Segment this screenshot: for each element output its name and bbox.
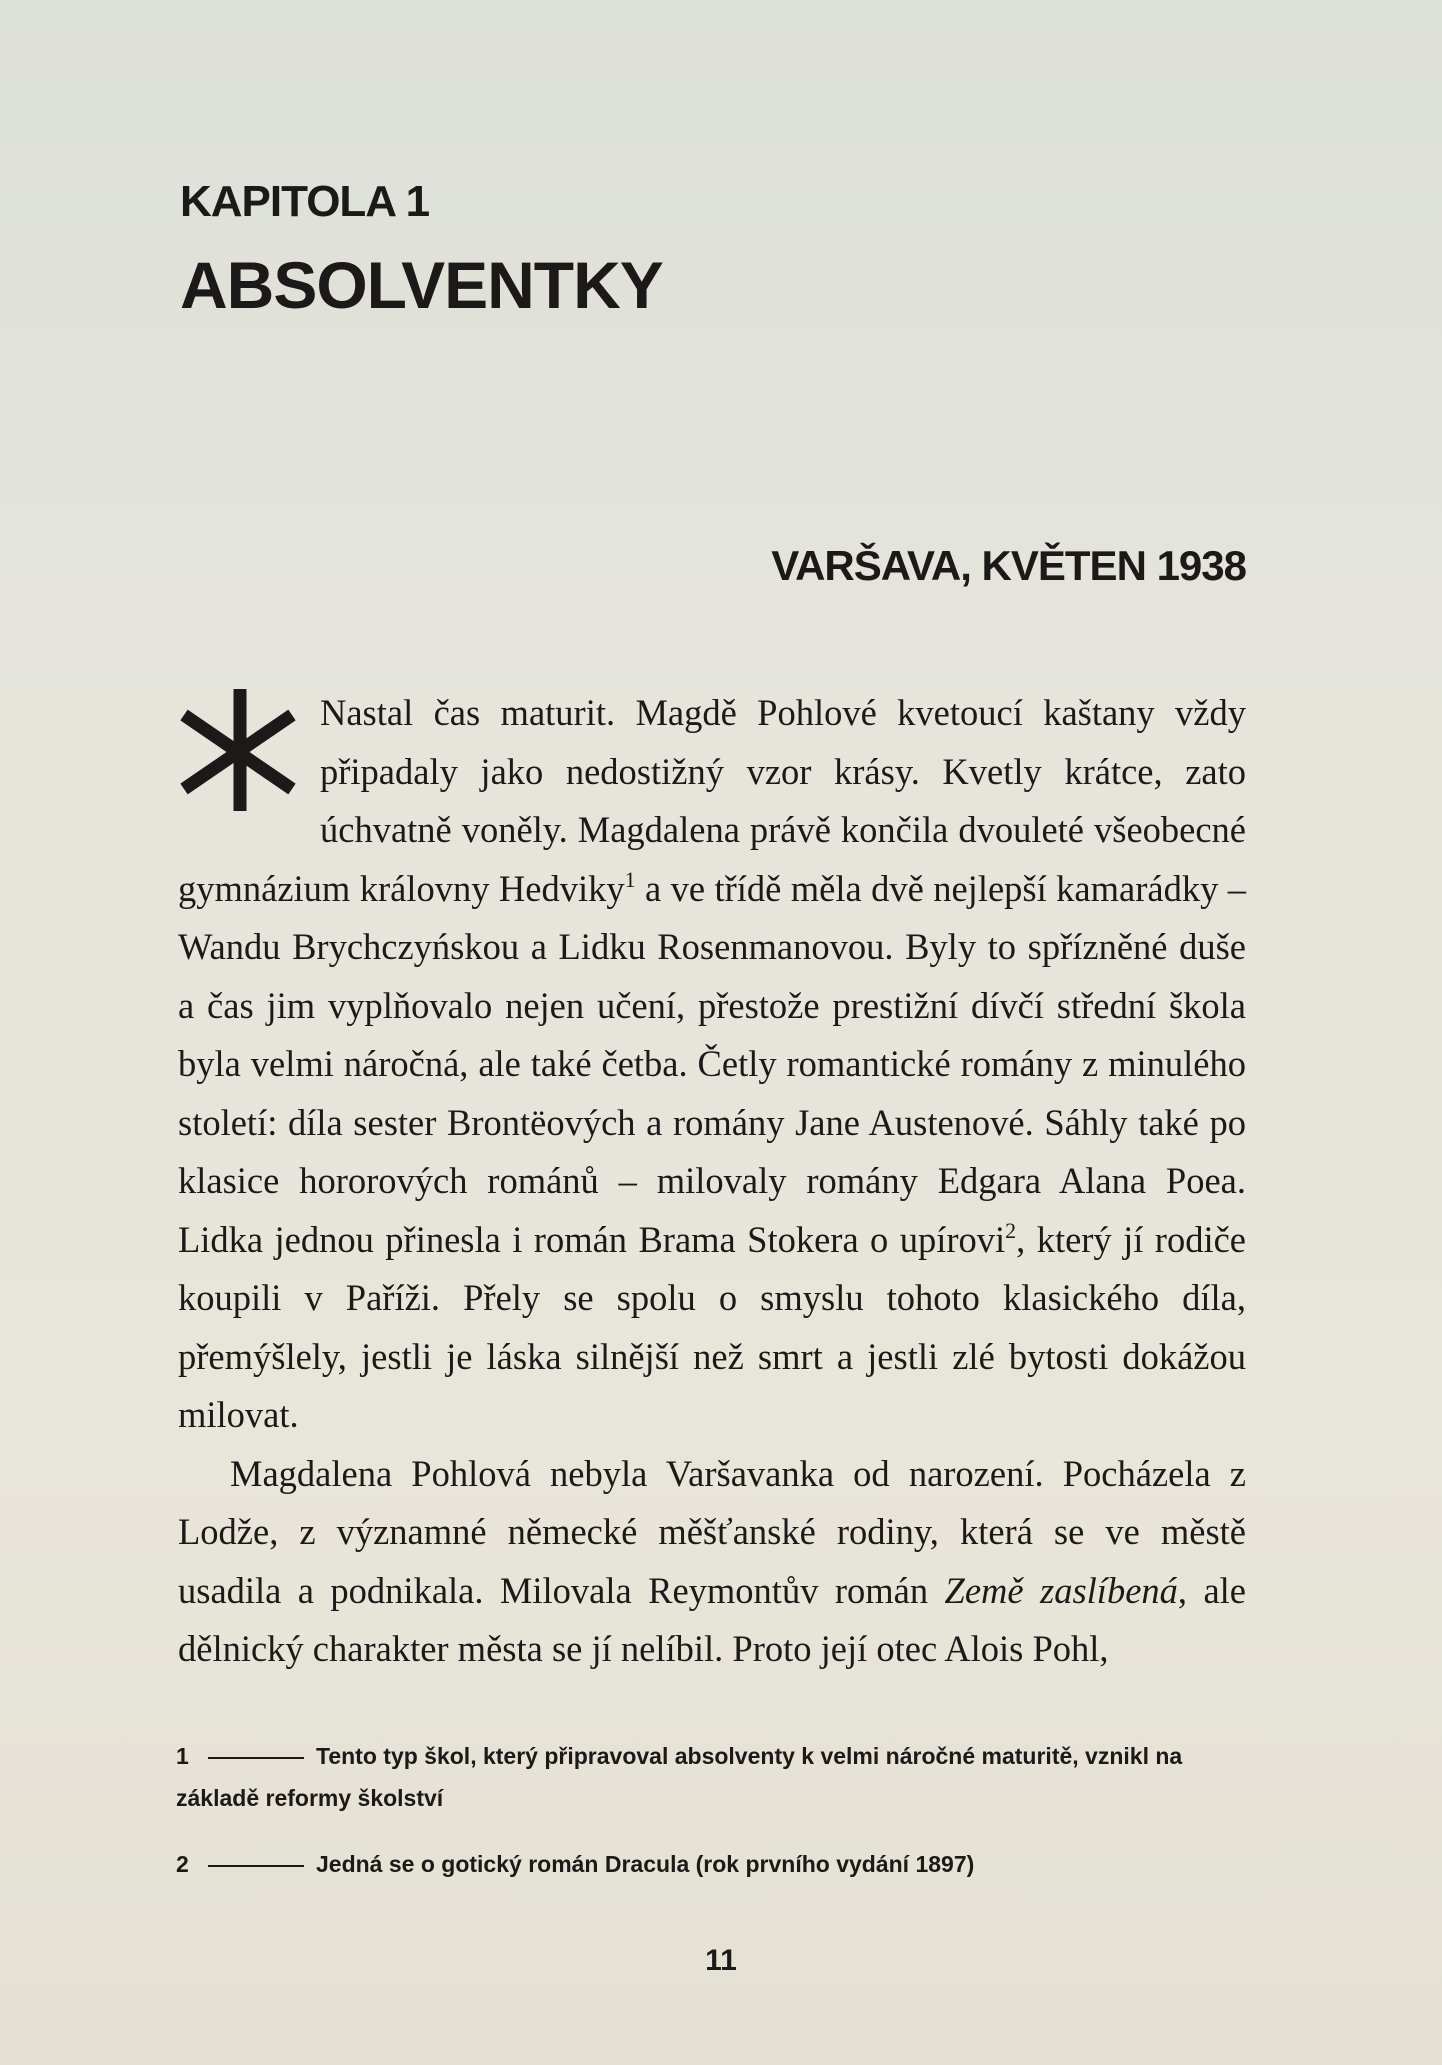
footnote-1-text: Tento typ škol, který připravoval absolventy k velmi náročné maturitě, vznikl na základě reformy školství [176, 1743, 1183, 1811]
page-number: 11 [705, 1944, 737, 1977]
footnote-2-number: 2 [176, 1851, 189, 1877]
paragraph-1-part-c: , který jí rodiče koupili v Paříži. Přely se spolu o smyslu tohoto klasického díla, přemýšlely, jestli je láska silnější než smrt a jestli zlé bytosti dokážou milovat. [178, 1218, 1246, 1435]
footnote-1-number: 1 [176, 1743, 189, 1769]
footnote-2-text: Jedná se o gotický román Dracula (rok prvního vydání 1897) [316, 1851, 975, 1877]
chapter-label: KAPITOLA 1 [180, 177, 430, 226]
dropcap-space [178, 684, 320, 852]
paragraph-2 [178, 1445, 1246, 1679]
footnote-rule [208, 1865, 304, 1867]
footnote-1 [176, 1735, 1246, 1819]
section-heading: VARŠAVA, KVĚTEN 1938 [771, 542, 1246, 589]
paragraph-1 [178, 684, 1246, 1445]
footnote-ref-2[interactable]: 2 [1005, 1217, 1017, 1243]
book-title-italic: Země zaslíbená [944, 1569, 1178, 1611]
paragraph-1-part-b: a ve třídě měla dvě nejlepší kamarádky – Wandu Brychczyńskou a Lidku Rosenmanovou. Byly to spřízněné duše a čas jim vyplňovalo nejen učení, přestože prestižní dívčí střední škola byla velmi náročná, ale také četba. Četly romantické romány z minulého století: díla sester Brontëových a romány Jane Austenové. Sáhly také po klasice hororových románů – milovaly romány Edgara Alana Poea. Lidka jednou přinesla i román Brama Stokera o upírovi [178, 867, 1246, 1260]
footnote-2 [176, 1843, 1246, 1885]
paragraph-1-part-a: Nastal čas maturit. Magdě Pohlové kvetoucí kaštany vždy připadaly jako nedostižný vzor krásy. Kvetly krátce, zato úchvatně voněly. Magdalena právě končila dvouleté všeobecné gymnázium královny Hedviky [178, 692, 1246, 909]
body-text [178, 684, 1246, 1679]
footnotes [176, 1735, 1246, 1909]
footnote-ref-1[interactable]: 1 [624, 866, 636, 892]
paragraph-2-part-a: Magdalena Pohlová nebyla Varšavanka od narození. Pocházela z Lodže, z významné německé měšťanské rodiny, která se ve městě usadila a podnikala. Milovala Reymontův román [178, 1452, 1246, 1611]
paragraph-2-part-b: , ale dělnický charakter města se jí nelíbil. Proto její otec Alois Pohl, [178, 1569, 1246, 1669]
chapter-title: ABSOLVENTKY [180, 248, 663, 322]
footnote-rule [208, 1757, 304, 1759]
